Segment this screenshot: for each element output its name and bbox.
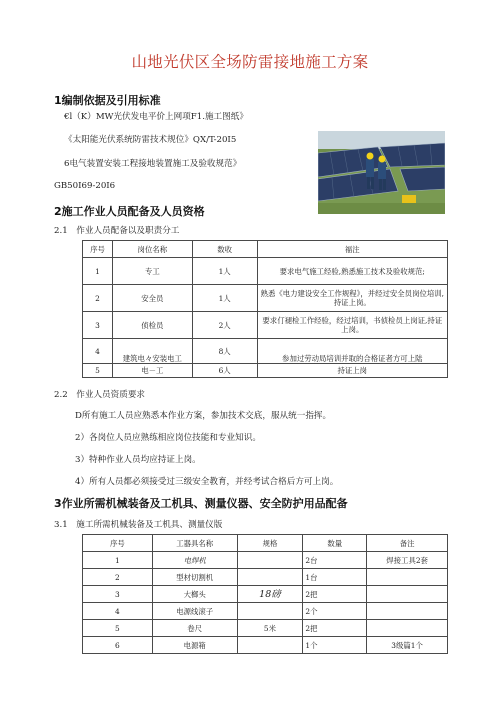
header-position: 岗位名称	[112, 241, 192, 258]
section2-1-heading: 2.1 作业人员配备以及职责分工	[54, 226, 180, 236]
row-count: 2人	[192, 312, 257, 339]
row-count: 1人	[192, 285, 257, 312]
page-title: 山地光伏区全场防雷接地施工方案	[131, 53, 369, 71]
row-no: 1	[83, 552, 153, 569]
row-note: 焊接工具2套	[367, 552, 448, 569]
row-position: 安全员	[112, 285, 192, 312]
row-note: 要求电气施工经验,熟悉施工技术及验收规范;	[257, 258, 447, 285]
section2-heading: 2施工作业人员配备及人员资格	[54, 205, 205, 218]
row-tool-name: 型材切割机	[152, 569, 237, 586]
section3-heading: 3作业所需机械装备及工机具、测量仪器、安全防护用品配备	[54, 497, 348, 510]
row-spec	[237, 569, 303, 586]
row-note: 持证上岗	[257, 364, 447, 378]
row-spec: 18磅	[237, 586, 303, 603]
header-note: 福注	[257, 241, 447, 258]
row-no: 1	[83, 258, 113, 285]
table-row	[83, 620, 448, 637]
row-spec	[237, 603, 303, 620]
row-note	[367, 603, 448, 620]
row-note: 要求仃褪检工作经验，经过培训，书侦检员上岗证,持证上岗。	[257, 312, 447, 339]
row-note: 熟悉《电力建设安全工作规程》，并经过安全员岗位培训,持证上岗。	[257, 285, 447, 312]
row-spec	[237, 637, 303, 654]
row-qty: 1个	[303, 637, 367, 654]
table-row	[83, 637, 448, 654]
header-tool-name: 工器具名称	[152, 535, 237, 552]
table-row	[83, 569, 448, 586]
section3-1-heading: 3.1 施工所需机械装备及工机具、测量仪版	[54, 520, 223, 530]
row-qty: 2个	[303, 603, 367, 620]
row-note	[367, 586, 448, 603]
header-no: 序号	[83, 241, 113, 258]
row-note	[367, 620, 448, 637]
requirement-3: 3）特种作业人员均应持证上岗。	[75, 455, 201, 465]
row-no: 5	[83, 620, 153, 637]
row-count: 6人	[192, 364, 257, 378]
reference-4: GB50I69-20I6	[54, 181, 116, 191]
header-count: 数收	[192, 241, 257, 258]
row-tool-name: 电焊机	[152, 552, 237, 569]
row-no: 2	[83, 285, 113, 312]
row-no: 3	[83, 312, 113, 339]
reference-3: 6电气装置安装工程接地装置施工及验收规范》	[64, 159, 242, 169]
table-row	[83, 285, 448, 312]
section2-2-heading: 2.2 作业人员资质要求	[54, 390, 146, 400]
row-qty: 2把	[303, 586, 367, 603]
requirement-2: 2）各岗位人员应熟练相应岗位技能和专业知识。	[75, 433, 261, 443]
row-note: 3级篇1个	[367, 637, 448, 654]
row-note: 参加过劳动局培训并取的合格证者方可上陆	[257, 339, 447, 364]
row-position: 电－工	[112, 364, 192, 378]
row-spec	[237, 552, 303, 569]
reference-2: 《太阳能光伏系统防雷技术规位》QX/T-20I5	[64, 135, 237, 145]
row-count: 8人	[192, 339, 257, 364]
header-spec: 规格	[237, 535, 303, 552]
row-tool-name: 卷尺	[152, 620, 237, 637]
tools-table	[82, 534, 448, 654]
header-qty: 数量	[303, 535, 367, 552]
solar-panel-workers-photo	[318, 131, 445, 214]
table-row	[83, 339, 448, 364]
requirement-4: 4）所有人员都必须接受过三级安全教育，并经考试合格后方可上岗。	[75, 477, 339, 487]
table-row	[83, 258, 448, 285]
row-no: 4	[83, 603, 153, 620]
row-note	[367, 569, 448, 586]
row-tool-name: 电源线滚子	[152, 603, 237, 620]
row-no: 5	[83, 364, 113, 378]
row-qty: 2台	[303, 552, 367, 569]
header-no: 序号	[83, 535, 153, 552]
row-count: 1人	[192, 258, 257, 285]
row-position: 专工	[112, 258, 192, 285]
table-row	[83, 603, 448, 620]
staff-table	[82, 240, 448, 378]
row-tool-name: 电源箱	[152, 637, 237, 654]
table-row	[83, 552, 448, 569]
section1-heading: 1编制依据及引用标准	[54, 94, 161, 107]
row-no: 3	[83, 586, 153, 603]
table-row	[83, 364, 448, 378]
requirement-1: D所有施工人员应熟悉本作业方案，参加技术交底，服从统一指挥。	[75, 411, 332, 421]
row-position: 侦检员	[112, 312, 192, 339]
table-row	[83, 312, 448, 339]
table-row	[83, 586, 448, 603]
tools-table-header	[83, 535, 448, 552]
row-no: 4	[83, 339, 113, 364]
row-position: 建筑电々安装电工	[112, 339, 192, 364]
row-spec: 5米	[237, 620, 303, 637]
reference-1: €l（K）MW光伏发电平价上网项F1.施工图纸》	[64, 112, 248, 122]
row-tool-name: 大榔头	[152, 586, 237, 603]
row-no: 2	[83, 569, 153, 586]
row-qty: 1台	[303, 569, 367, 586]
header-note: 备注	[367, 535, 448, 552]
row-no: 6	[83, 637, 153, 654]
staff-table-header	[83, 241, 448, 258]
row-qty: 2把	[303, 620, 367, 637]
